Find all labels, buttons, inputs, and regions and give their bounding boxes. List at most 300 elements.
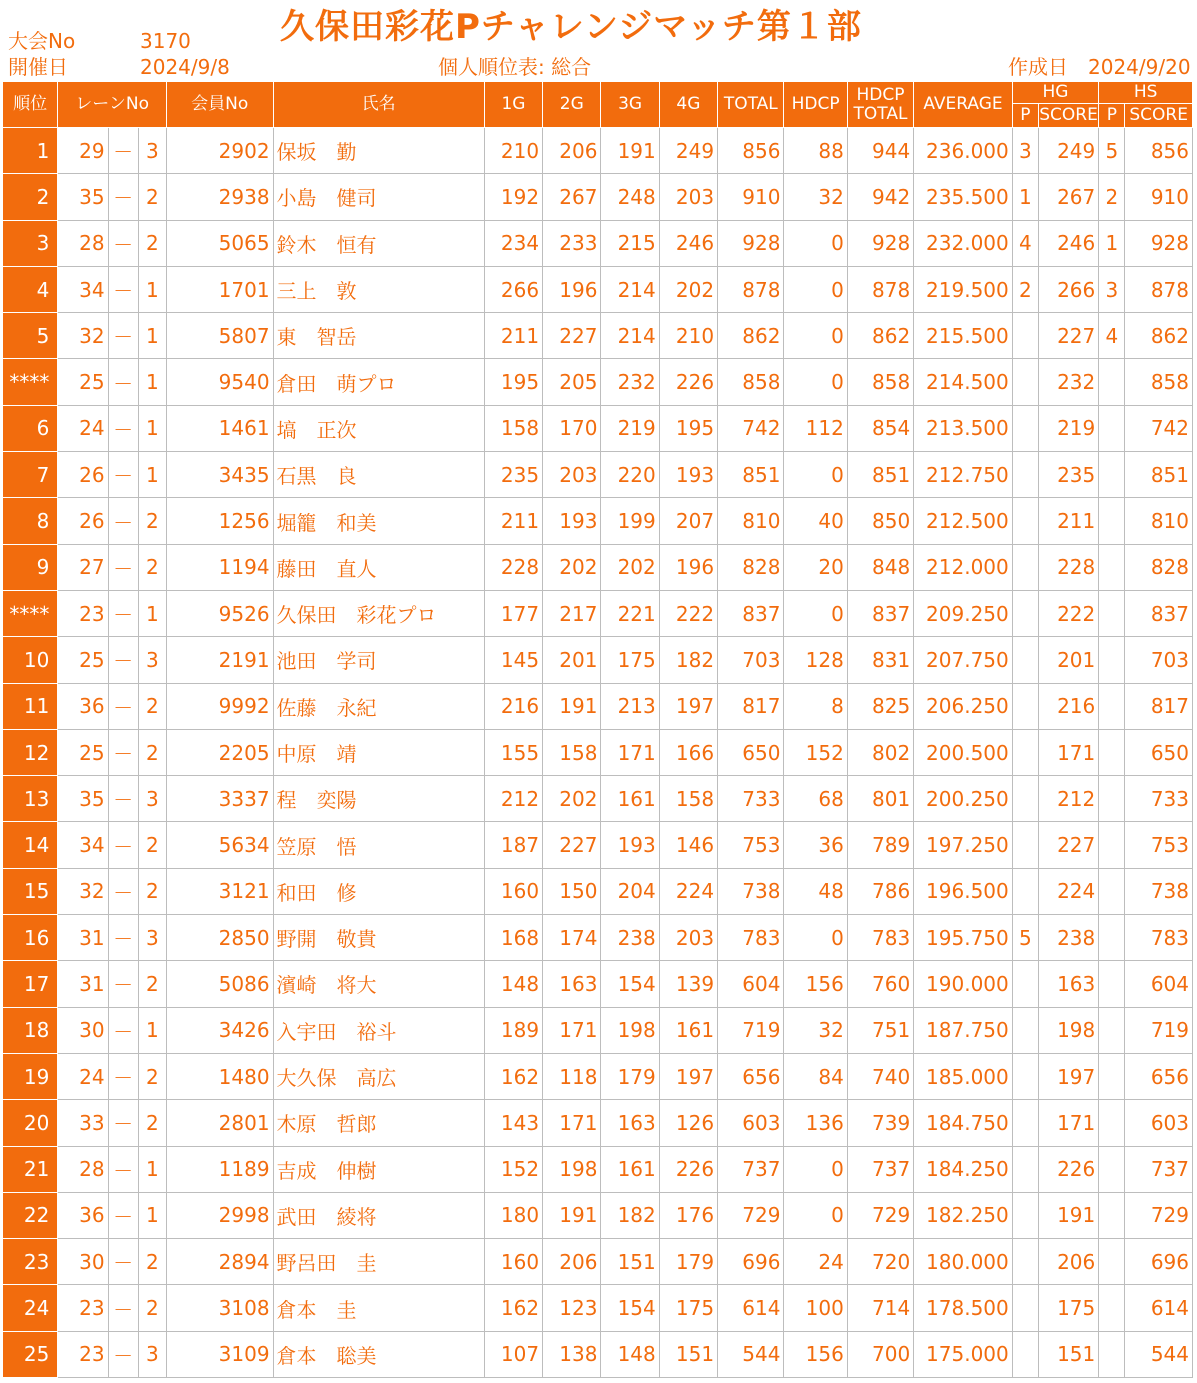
cell-game-2: 191: [543, 1192, 601, 1238]
cell-game-2: 267: [543, 174, 601, 220]
cell-lane: 32: [58, 868, 108, 914]
cell-hdcp: 48: [784, 868, 847, 914]
cell-lane-dash: －: [108, 220, 138, 266]
cell-average: 197.250: [914, 822, 1013, 868]
cell-lane-box: 3: [138, 915, 166, 961]
cell-lane-dash: －: [108, 1007, 138, 1053]
cell-game-1: 189: [484, 1007, 542, 1053]
cell-hdcp-total: 851: [847, 452, 913, 498]
header-member-no: 会員No: [166, 82, 273, 128]
cell-hg-score: 198: [1038, 1007, 1098, 1053]
cell-lane-box: 2: [138, 729, 166, 775]
cell-name: 倉本 聡美: [273, 1331, 484, 1377]
cell-hg-score: 227: [1038, 313, 1098, 359]
cell-game-1: 162: [484, 1285, 542, 1331]
cell-game-4: 226: [659, 359, 717, 405]
cell-hg-score: 201: [1038, 637, 1098, 683]
cell-rank: 1: [3, 128, 58, 174]
cell-game-4: 126: [659, 1100, 717, 1146]
cell-total: 851: [718, 452, 784, 498]
cell-total: 696: [718, 1239, 784, 1285]
cell-hs-place: 5: [1099, 128, 1125, 174]
cell-lane-dash: －: [108, 915, 138, 961]
cell-game-4: 226: [659, 1146, 717, 1192]
cell-name: 和田 修: [273, 868, 484, 914]
header-hg-place: P: [1012, 104, 1038, 128]
cell-hdcp: 0: [784, 313, 847, 359]
cell-total: 910: [718, 174, 784, 220]
page-title: 久保田彩花Pチャレンジマッチ第１部: [280, 7, 862, 47]
date-value: 2024/9/8: [140, 55, 230, 79]
cell-hdcp: 0: [784, 266, 847, 312]
table-row: [3, 915, 1193, 961]
cell-game-3: 198: [601, 1007, 659, 1053]
cell-lane-dash: －: [108, 174, 138, 220]
cell-game-1: 148: [484, 961, 542, 1007]
cell-hs-place: [1099, 498, 1125, 544]
cell-lane: 25: [58, 729, 108, 775]
cell-hdcp-total: 714: [847, 1285, 913, 1331]
cell-game-1: 180: [484, 1192, 542, 1238]
cell-hg-score: 212: [1038, 776, 1098, 822]
cell-hs-score: 753: [1125, 822, 1193, 868]
cell-hs-place: [1099, 1285, 1125, 1331]
cell-total: 603: [718, 1100, 784, 1146]
cell-hdcp-total: 783: [847, 915, 913, 961]
cell-hg-score: 266: [1038, 266, 1098, 312]
cell-lane: 31: [58, 961, 108, 1007]
cell-lane-box: 1: [138, 452, 166, 498]
cell-game-4: 224: [659, 868, 717, 914]
cell-hs-place: [1099, 1192, 1125, 1238]
cell-total: 783: [718, 915, 784, 961]
cell-name: 東 智岳: [273, 313, 484, 359]
cell-hg-place: 1: [1012, 174, 1038, 220]
table-row: [3, 220, 1193, 266]
cell-lane: 34: [58, 266, 108, 312]
cell-hdcp-total: 858: [847, 359, 913, 405]
cell-lane-box: 2: [138, 1239, 166, 1285]
cell-hdcp-total: 786: [847, 868, 913, 914]
cell-average: 212.000: [914, 544, 1013, 590]
cell-lane-box: 2: [138, 220, 166, 266]
cell-hs-score: 738: [1125, 868, 1193, 914]
cell-average: 175.000: [914, 1331, 1013, 1377]
cell-average: 200.500: [914, 729, 1013, 775]
cell-average: 207.750: [914, 637, 1013, 683]
table-title: 個人順位表: 総合: [438, 55, 592, 79]
cell-hdcp: 24: [784, 1239, 847, 1285]
cell-game-3: 182: [601, 1192, 659, 1238]
header-hdcp: HDCP: [784, 82, 847, 128]
cell-lane-dash: －: [108, 498, 138, 544]
cell-hg-score: 171: [1038, 729, 1098, 775]
header-total: TOTAL: [718, 82, 784, 128]
cell-game-4: 249: [659, 128, 717, 174]
cell-hdcp: 112: [784, 405, 847, 451]
cell-name: 堀籠 和美: [273, 498, 484, 544]
cell-game-4: 202: [659, 266, 717, 312]
cell-hs-score: 810: [1125, 498, 1193, 544]
cell-hg-place: [1012, 1053, 1038, 1099]
cell-hg-place: [1012, 1192, 1038, 1238]
cell-game-1: 160: [484, 868, 542, 914]
cell-game-2: 206: [543, 1239, 601, 1285]
cell-hs-score: 737: [1125, 1146, 1193, 1192]
cell-game-1: 234: [484, 220, 542, 266]
cell-game-2: 217: [543, 590, 601, 636]
cell-hg-place: [1012, 1146, 1038, 1192]
cell-game-3: 161: [601, 776, 659, 822]
table-row: [3, 498, 1193, 544]
cell-game-1: 162: [484, 1053, 542, 1099]
cell-rank: 15: [3, 868, 58, 914]
cell-hs-place: [1099, 868, 1125, 914]
table-row: [3, 1285, 1193, 1331]
cell-hs-score: 650: [1125, 729, 1193, 775]
cell-hg-score: 219: [1038, 405, 1098, 451]
header-name: 氏名: [273, 82, 484, 128]
table-row: [3, 868, 1193, 914]
cell-lane-box: 2: [138, 868, 166, 914]
cell-member-no: 2850: [166, 915, 273, 961]
cell-hg-place: [1012, 1285, 1038, 1331]
cell-rank: 8: [3, 498, 58, 544]
cell-name: 中原 靖: [273, 729, 484, 775]
cell-game-2: 202: [543, 776, 601, 822]
cell-game-1: 228: [484, 544, 542, 590]
cell-hg-place: [1012, 1331, 1038, 1377]
cell-lane-box: 2: [138, 822, 166, 868]
cell-rank: 4: [3, 266, 58, 312]
cell-game-2: 123: [543, 1285, 601, 1331]
cell-lane-dash: －: [108, 128, 138, 174]
cell-member-no: 2191: [166, 637, 273, 683]
cell-game-4: 176: [659, 1192, 717, 1238]
cell-member-no: 3109: [166, 1331, 273, 1377]
cell-hs-score: 544: [1125, 1331, 1193, 1377]
cell-name: 塙 正次: [273, 405, 484, 451]
cell-game-3: 154: [601, 1285, 659, 1331]
cell-rank: 5: [3, 313, 58, 359]
cell-total: 837: [718, 590, 784, 636]
cell-lane-box: 2: [138, 1285, 166, 1331]
cell-hdcp-total: 848: [847, 544, 913, 590]
cell-hdcp-total: 944: [847, 128, 913, 174]
cell-hdcp-total: 737: [847, 1146, 913, 1192]
cell-hs-place: [1099, 915, 1125, 961]
cell-hs-score: 733: [1125, 776, 1193, 822]
cell-lane: 33: [58, 1100, 108, 1146]
cell-hdcp: 32: [784, 174, 847, 220]
cell-hg-place: [1012, 776, 1038, 822]
cell-hs-place: 4: [1099, 313, 1125, 359]
header-hs-score: SCORE: [1125, 104, 1193, 128]
cell-hdcp-total: 825: [847, 683, 913, 729]
cell-hg-place: [1012, 452, 1038, 498]
cell-lane-dash: －: [108, 544, 138, 590]
cell-hg-score: 151: [1038, 1331, 1098, 1377]
cell-hs-score: 614: [1125, 1285, 1193, 1331]
cell-total: 614: [718, 1285, 784, 1331]
cell-lane-box: 1: [138, 1192, 166, 1238]
table-row: [3, 1192, 1193, 1238]
cell-lane-dash: －: [108, 683, 138, 729]
cell-hdcp-total: 878: [847, 266, 913, 312]
cell-lane-box: 3: [138, 637, 166, 683]
cell-hs-score: 928: [1125, 220, 1193, 266]
cell-lane: 25: [58, 637, 108, 683]
cell-game-2: 174: [543, 915, 601, 961]
cell-hs-score: 742: [1125, 405, 1193, 451]
cell-game-2: 196: [543, 266, 601, 312]
cell-rank: 12: [3, 729, 58, 775]
cell-total: 817: [718, 683, 784, 729]
cell-lane: 29: [58, 128, 108, 174]
cell-hg-score: 232: [1038, 359, 1098, 405]
cell-game-4: 203: [659, 174, 717, 220]
cell-game-2: 202: [543, 544, 601, 590]
cell-hg-place: [1012, 868, 1038, 914]
cell-lane-dash: －: [108, 1100, 138, 1146]
table-row: [3, 544, 1193, 590]
cell-hg-score: 191: [1038, 1192, 1098, 1238]
cell-hg-place: [1012, 637, 1038, 683]
cell-lane-box: 2: [138, 961, 166, 1007]
cell-name: 野開 敬貴: [273, 915, 484, 961]
table-row: [3, 1007, 1193, 1053]
cell-hdcp-total: 801: [847, 776, 913, 822]
cell-lane-box: 2: [138, 683, 166, 729]
cell-member-no: 9526: [166, 590, 273, 636]
cell-game-3: 163: [601, 1100, 659, 1146]
cell-rank: ****: [3, 590, 58, 636]
cell-hs-place: [1099, 1331, 1125, 1377]
cell-game-4: 161: [659, 1007, 717, 1053]
cell-name: 三上 敦: [273, 266, 484, 312]
cell-game-4: 197: [659, 1053, 717, 1099]
cell-hg-score: 226: [1038, 1146, 1098, 1192]
cell-hs-score: 878: [1125, 266, 1193, 312]
cell-rank: 9: [3, 544, 58, 590]
cell-lane-dash: －: [108, 729, 138, 775]
cell-hg-place: [1012, 498, 1038, 544]
cell-game-3: 202: [601, 544, 659, 590]
cell-average: 185.000: [914, 1053, 1013, 1099]
cell-game-1: 211: [484, 313, 542, 359]
header-game-3: 3G: [601, 82, 659, 128]
cell-game-1: 158: [484, 405, 542, 451]
cell-game-3: 214: [601, 266, 659, 312]
table-row: [3, 776, 1193, 822]
ranking-table: [2, 81, 1193, 1378]
cell-hdcp: 0: [784, 220, 847, 266]
header-hdcp-total-line-1: HDCP: [856, 84, 905, 105]
cell-lane-box: 2: [138, 1100, 166, 1146]
cell-hdcp: 128: [784, 637, 847, 683]
cell-hg-place: [1012, 729, 1038, 775]
cell-game-1: 266: [484, 266, 542, 312]
cell-rank: 14: [3, 822, 58, 868]
cell-hg-score: 227: [1038, 822, 1098, 868]
header-average: AVERAGE: [914, 82, 1013, 128]
cell-lane-dash: －: [108, 822, 138, 868]
cell-name: 濱崎 将大: [273, 961, 484, 1007]
cell-hdcp: 0: [784, 915, 847, 961]
cell-lane-dash: －: [108, 1053, 138, 1099]
cell-hs-place: [1099, 683, 1125, 729]
tournament-no-label: 大会No: [8, 29, 76, 53]
cell-member-no: 5065: [166, 220, 273, 266]
cell-game-3: 191: [601, 128, 659, 174]
cell-lane: 31: [58, 915, 108, 961]
cell-lane: 26: [58, 498, 108, 544]
tournament-no-value: 3170: [140, 29, 191, 53]
cell-hs-score: 817: [1125, 683, 1193, 729]
cell-total: 738: [718, 868, 784, 914]
cell-game-2: 206: [543, 128, 601, 174]
cell-hdcp: 8: [784, 683, 847, 729]
cell-total: 753: [718, 822, 784, 868]
cell-lane-dash: －: [108, 637, 138, 683]
cell-average: 180.000: [914, 1239, 1013, 1285]
cell-hg-place: [1012, 1100, 1038, 1146]
cell-hdcp-total: 802: [847, 729, 913, 775]
table-row: [3, 1146, 1193, 1192]
cell-game-2: 170: [543, 405, 601, 451]
cell-total: 703: [718, 637, 784, 683]
cell-member-no: 1256: [166, 498, 273, 544]
cell-lane-box: 1: [138, 1007, 166, 1053]
cell-name: 武田 綾将: [273, 1192, 484, 1238]
cell-total: 737: [718, 1146, 784, 1192]
cell-lane: 28: [58, 220, 108, 266]
cell-hg-score: 267: [1038, 174, 1098, 220]
cell-game-2: 191: [543, 683, 601, 729]
cell-average: 215.500: [914, 313, 1013, 359]
cell-game-2: 171: [543, 1100, 601, 1146]
cell-hg-score: 197: [1038, 1053, 1098, 1099]
cell-average: 235.500: [914, 174, 1013, 220]
cell-member-no: 3121: [166, 868, 273, 914]
cell-hg-score: 171: [1038, 1100, 1098, 1146]
cell-hs-score: 828: [1125, 544, 1193, 590]
cell-member-no: 2938: [166, 174, 273, 220]
table-row: [3, 128, 1193, 174]
cell-rank: 2: [3, 174, 58, 220]
table-row: [3, 405, 1193, 451]
cell-hdcp-total: 760: [847, 961, 913, 1007]
cell-game-1: 143: [484, 1100, 542, 1146]
cell-hs-score: 696: [1125, 1239, 1193, 1285]
cell-hs-place: [1099, 1007, 1125, 1053]
cell-lane-dash: －: [108, 313, 138, 359]
cell-name: 石黒 良: [273, 452, 484, 498]
cell-hg-score: 246: [1038, 220, 1098, 266]
cell-game-1: 212: [484, 776, 542, 822]
cell-member-no: 1461: [166, 405, 273, 451]
cell-hs-place: [1099, 1100, 1125, 1146]
cell-total: 810: [718, 498, 784, 544]
cell-rank: 24: [3, 1285, 58, 1331]
cell-hg-place: [1012, 1007, 1038, 1053]
cell-game-1: 210: [484, 128, 542, 174]
cell-game-3: 221: [601, 590, 659, 636]
cell-hdcp: 68: [784, 776, 847, 822]
cell-hg-score: 235: [1038, 452, 1098, 498]
cell-game-4: 195: [659, 405, 717, 451]
cell-member-no: 5634: [166, 822, 273, 868]
cell-average: 182.250: [914, 1192, 1013, 1238]
cell-hdcp-total: 862: [847, 313, 913, 359]
cell-hs-place: [1099, 590, 1125, 636]
cell-total: 828: [718, 544, 784, 590]
cell-hs-place: [1099, 359, 1125, 405]
date-label: 開催日: [8, 55, 68, 79]
cell-rank: 16: [3, 915, 58, 961]
cell-game-3: 232: [601, 359, 659, 405]
cell-game-4: 222: [659, 590, 717, 636]
cell-lane: 28: [58, 1146, 108, 1192]
cell-lane-dash: －: [108, 1146, 138, 1192]
cell-game-2: 171: [543, 1007, 601, 1053]
cell-game-2: 163: [543, 961, 601, 1007]
cell-hg-place: [1012, 683, 1038, 729]
table-row: [3, 1100, 1193, 1146]
cell-lane-dash: －: [108, 1192, 138, 1238]
cell-rank: 20: [3, 1100, 58, 1146]
cell-lane-dash: －: [108, 961, 138, 1007]
cell-average: 187.750: [914, 1007, 1013, 1053]
cell-hs-place: [1099, 544, 1125, 590]
cell-hdcp: 88: [784, 128, 847, 174]
cell-hg-score: 238: [1038, 915, 1098, 961]
cell-lane-box: 1: [138, 590, 166, 636]
cell-hg-place: [1012, 822, 1038, 868]
cell-lane: 26: [58, 452, 108, 498]
cell-game-3: 213: [601, 683, 659, 729]
cell-game-2: 205: [543, 359, 601, 405]
cell-game-3: 214: [601, 313, 659, 359]
cell-lane-box: 1: [138, 1146, 166, 1192]
cell-game-2: 201: [543, 637, 601, 683]
cell-name: 木原 哲郎: [273, 1100, 484, 1146]
cell-name: 倉本 圭: [273, 1285, 484, 1331]
cell-game-2: 193: [543, 498, 601, 544]
cell-total: 656: [718, 1053, 784, 1099]
cell-name: 程 奕陽: [273, 776, 484, 822]
cell-name: 佐藤 永紀: [273, 683, 484, 729]
cell-hdcp-total: 837: [847, 590, 913, 636]
cell-hs-score: 858: [1125, 359, 1193, 405]
header-game-2: 2G: [543, 82, 601, 128]
cell-game-3: 148: [601, 1331, 659, 1377]
cell-average: 232.000: [914, 220, 1013, 266]
cell-hdcp-total: 740: [847, 1053, 913, 1099]
cell-rank: 22: [3, 1192, 58, 1238]
cell-average: 212.750: [914, 452, 1013, 498]
cell-hg-place: [1012, 590, 1038, 636]
cell-hg-place: 5: [1012, 915, 1038, 961]
table-row: [3, 822, 1193, 868]
cell-game-4: 179: [659, 1239, 717, 1285]
cell-total: 862: [718, 313, 784, 359]
cell-game-3: 175: [601, 637, 659, 683]
cell-hs-place: [1099, 729, 1125, 775]
cell-game-3: 151: [601, 1239, 659, 1285]
cell-lane-dash: －: [108, 590, 138, 636]
cell-hg-score: 175: [1038, 1285, 1098, 1331]
